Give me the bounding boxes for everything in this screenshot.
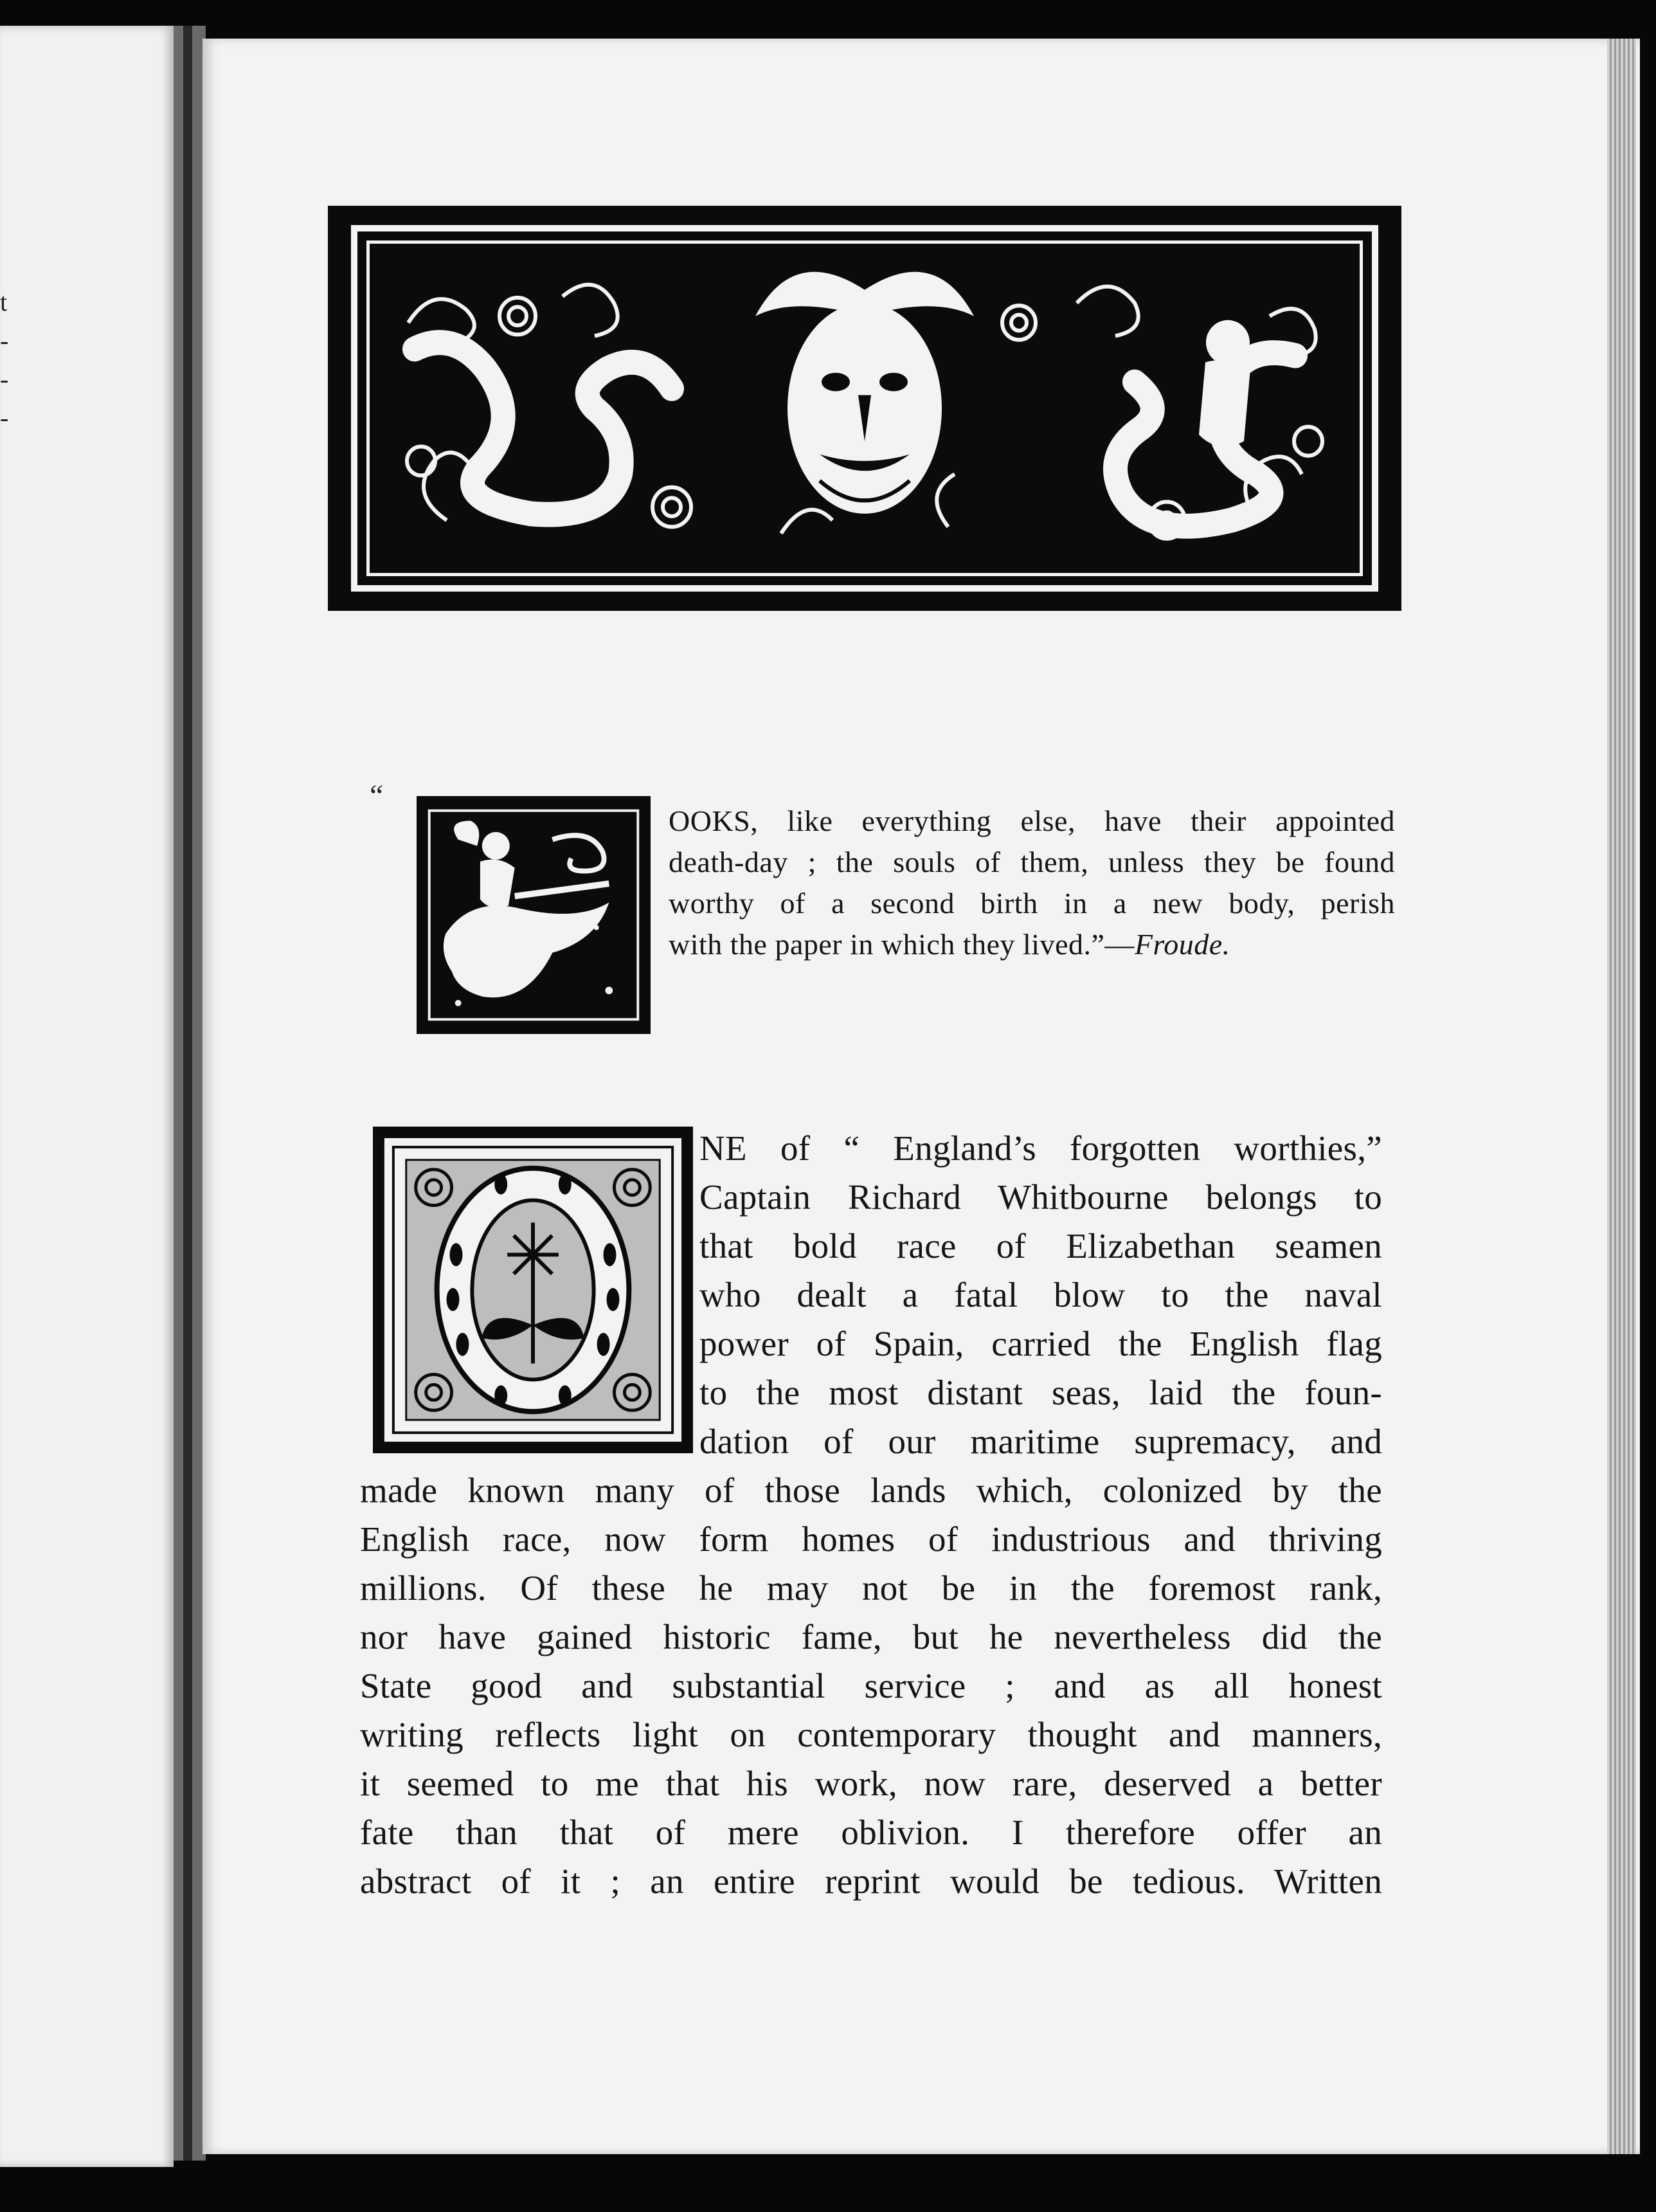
body-line: English race, now form homes of industrious and thriving: [360, 1519, 1382, 1559]
decorative-initial-b: [417, 796, 651, 1034]
body-line: fate than that of mere oblivion. I therefore offer an: [360, 1813, 1382, 1852]
opening-quote-mark: “: [370, 779, 384, 813]
body-line: made known many of those lands which, colonized by the: [360, 1471, 1382, 1510]
margin-mark: -: [0, 403, 9, 432]
body-line: power of Spain, carried the English flag: [699, 1324, 1382, 1363]
body-line: to the most distant seas, laid the foun-: [699, 1373, 1382, 1412]
body-line: Captain Richard Whitbourne belongs to: [699, 1177, 1382, 1217]
body-line: writing reflects light on contemporary thought and manners,: [360, 1715, 1382, 1754]
headpiece-panel: [366, 240, 1363, 576]
left-page: [0, 26, 174, 2167]
margin-mark: -: [0, 326, 9, 355]
body-line: NE of “ England’s forgotten worthies,”: [699, 1129, 1382, 1168]
body-line: abstract of it ; an entire reprint would be tedious. Written: [360, 1862, 1382, 1901]
epigraph-line: death-day ; the souls of them, unless they be found: [669, 846, 1395, 878]
margin-mark: t: [0, 287, 8, 316]
body-line: nor have gained historic fame, but he nevertheless did the: [360, 1617, 1382, 1656]
epigraph-line: with the paper in which they lived.”—: [669, 928, 1135, 961]
headpiece-ornament: [328, 206, 1401, 611]
epigraph-last-line: [669, 924, 1395, 965]
gutter-shadow: [183, 26, 192, 2161]
body-line: it seemed to me that his work, now rare, deserved a better: [360, 1764, 1382, 1803]
margin-mark: -: [0, 365, 9, 394]
body-text: [360, 1124, 1382, 1906]
body-line: State good and substantial service ; and as all honest: [360, 1666, 1382, 1705]
left-page-margin-marks: [0, 283, 13, 476]
grotesque-ornament-icon: [370, 244, 1360, 573]
epigraph-line: worthy of a second birth in a new body, perish: [669, 887, 1395, 920]
epigraph-line: OOKS, like everything else, have their appointed: [669, 804, 1395, 837]
body-line: dation of our maritime supremacy, and: [699, 1422, 1382, 1461]
headpiece-frame: [351, 225, 1378, 592]
epigraph-quotation: [669, 801, 1395, 965]
body-line: millions. Of these he may not be in the foremost rank,: [360, 1568, 1382, 1608]
page-edge-stack: [1607, 39, 1636, 2154]
body-line: who dealt a fatal blow to the naval: [699, 1275, 1382, 1314]
body-line: that bold race of Elizabethan seamen: [699, 1226, 1382, 1265]
epigraph-attribution: Froude.: [1134, 928, 1230, 961]
initial-b-cherub-dragon-icon: [420, 800, 647, 1030]
